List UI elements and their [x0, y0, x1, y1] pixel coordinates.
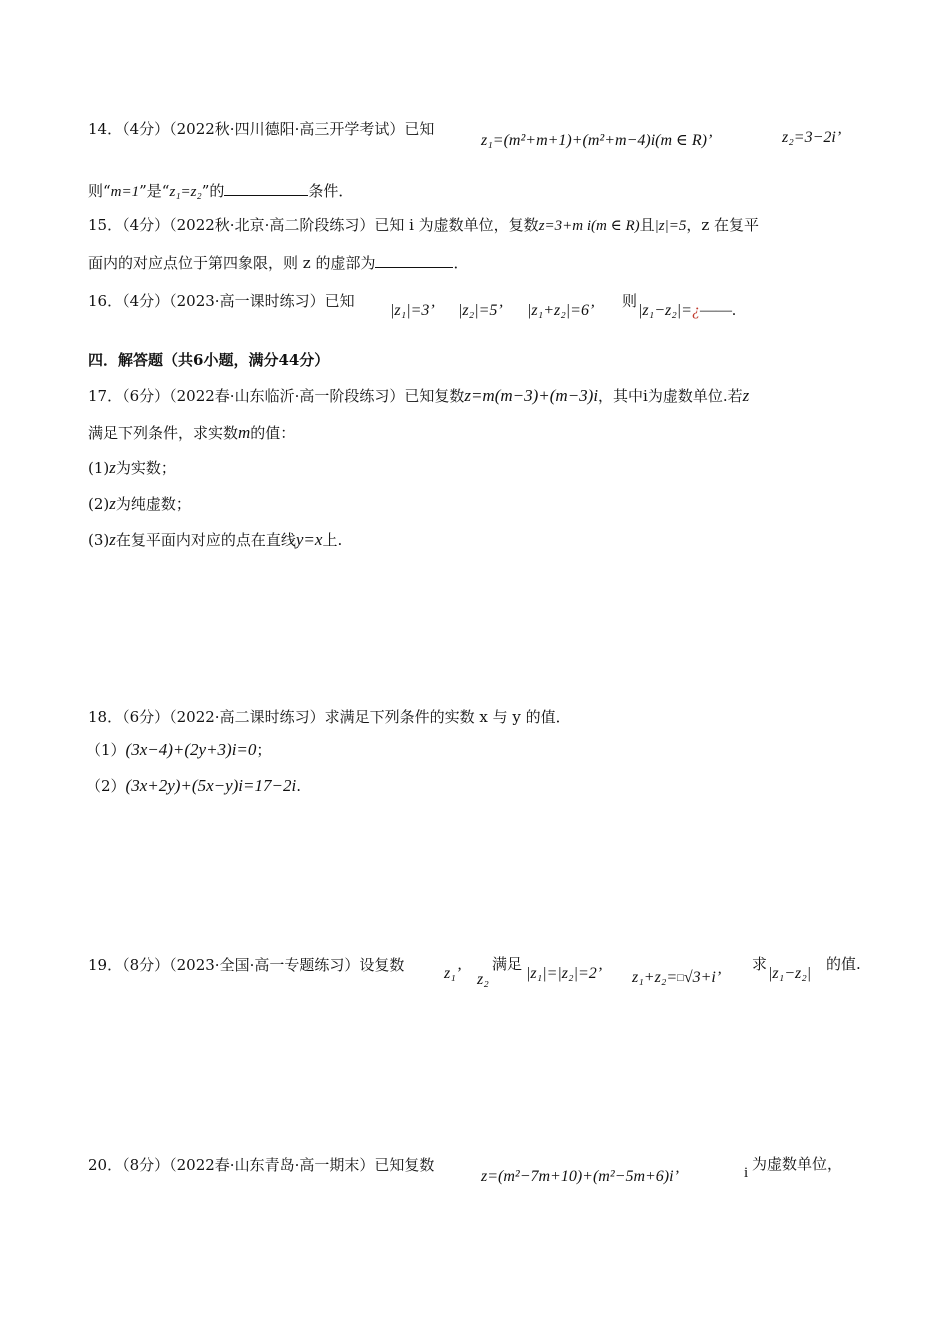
q17-line-equation: y=x	[295, 530, 323, 549]
q17-text: ，其中i为虚数单位.若	[598, 387, 743, 405]
q16-expr-3: |z₁+z₂|=6’	[527, 302, 595, 319]
q15-text: ．	[453, 254, 469, 272]
q15-text: 15．（4分）（2022秋·北京·高二阶段练习）已知 i 为虚数单位，复数	[88, 216, 539, 234]
part-number: (1)	[88, 459, 110, 477]
q16-expr-2: |z₂|=5’	[458, 302, 503, 319]
q20-imag-unit: i	[744, 1165, 749, 1181]
q17-part-1	[88, 458, 176, 478]
answer-blank[interactable]	[375, 253, 453, 268]
q18-text: ；	[256, 741, 272, 759]
q17-var-z: z	[109, 458, 116, 477]
q19-end: 的值.	[826, 955, 861, 973]
q16-expr-4	[638, 301, 736, 321]
q18-equation-1: (3x−4)+(2y+3)i=0	[125, 740, 257, 759]
q16-expr-1: |z₁|=3’	[390, 302, 435, 319]
q17-text: 为实数；	[115, 459, 176, 477]
part-number: （2）	[86, 777, 126, 795]
q16-prefix: 16．（4分）（2023·高一课时练习）已知	[88, 292, 355, 310]
q18-line1: 18．（6分）（2022·高二课时练习）求满足下列条件的实数 x 与 y 的值．	[88, 708, 571, 726]
q16-broken-glyph: ¿	[691, 302, 700, 319]
section-4-heading: 四．解答题（共6小题，满分44分）	[88, 351, 330, 369]
q17-text: 上.	[322, 531, 343, 549]
q20-end: 为虚数单位，	[752, 1155, 843, 1173]
q14-prefix: 14．（4分）（2022秋·四川德阳·高三开学考试）已知	[88, 120, 435, 138]
q17-line1	[88, 386, 749, 406]
q14-line1	[88, 119, 434, 139]
q17-expression: z=m(m−3)+(m−3)i	[464, 386, 599, 405]
q15-text: 面内的对应点位于第四象限，则 z 的虚部为	[88, 254, 376, 272]
q17-part-2	[88, 494, 191, 514]
missing-glyph-box: □	[677, 972, 684, 984]
q17-var-m: m	[238, 423, 251, 442]
q19-line: 19．（8分）（2023·全国·高一专题练习）设复数	[88, 956, 405, 974]
q17-text: 17．（6分）（2022春·山东临沂·高一阶段练习）已知复数	[88, 387, 465, 405]
q19-z1: z₁’	[444, 965, 462, 982]
q17-var-z: z	[109, 494, 116, 513]
q19-condition: |z₁|=|z₂|=2’	[526, 965, 603, 982]
q19-ask: 求	[752, 955, 768, 973]
q17-text: 为纯虚数；	[115, 495, 191, 513]
q19-target: |z₁−z₂|	[768, 965, 812, 982]
q15-text: 且	[639, 216, 655, 234]
q15-text: ，z 在复平	[686, 216, 760, 234]
q15-line2	[88, 253, 468, 273]
q17-text: 满足下列条件，求实数	[88, 424, 239, 442]
q19-z2: z₂	[477, 971, 489, 988]
q14-condition-z: z₁=z₂	[169, 184, 202, 200]
q14-text: 条件．	[308, 182, 354, 200]
q17-text: 在复平面内对应的点在直线	[115, 531, 296, 549]
q18-text: .	[296, 777, 301, 795]
q18-equation-2: (3x+2y)+(5x−y)i=17−2i	[125, 776, 297, 795]
part-number: （1）	[86, 741, 126, 759]
q14-text: 则“	[88, 182, 111, 200]
q14-z2-expression: z₂=3−2i’	[782, 129, 842, 146]
part-number: (3)	[88, 531, 110, 549]
q14-line2	[88, 181, 353, 202]
q14-z1-expression: z₁=(m²+m+1)+(m²+m−4)i(m ∈ R)’	[481, 132, 713, 149]
q19-sum-lhs: z₁+z₂=	[632, 969, 678, 986]
q17-var-z: z	[109, 530, 116, 549]
q14-text: ”的	[201, 182, 225, 200]
q16-line	[88, 291, 355, 311]
q18-part-1	[86, 740, 271, 760]
q15-modulus: |z|=5	[654, 218, 687, 234]
q19-text: 满足	[492, 955, 523, 973]
q16-then: 则	[622, 292, 638, 310]
q20-line: 20．（8分）（2022春·山东青岛·高一期末）已知复数	[88, 1156, 435, 1174]
q14-text: ”是“	[139, 182, 170, 200]
q19-sum	[632, 968, 721, 988]
q20-expression: z=(m²−7m+10)+(m²−5m+6)i’	[481, 1168, 679, 1185]
q17-line2	[88, 423, 295, 443]
q15-line1	[88, 215, 759, 236]
part-number: (2)	[88, 495, 110, 513]
answer-blank[interactable]: ——.	[699, 302, 736, 319]
sqrt-icon: √3+i’	[683, 969, 722, 986]
answer-blank[interactable]	[224, 181, 308, 196]
q18-part-2	[86, 776, 301, 796]
q14-condition-m: m=1	[110, 184, 140, 200]
q17-var-z: z	[742, 386, 750, 405]
q15-expression: z=3+m i(m ∈ R)	[538, 218, 640, 234]
q16-target: |z₁−z₂|=	[638, 302, 692, 319]
q17-text: 的值：	[250, 424, 296, 442]
q17-part-3	[88, 530, 342, 550]
